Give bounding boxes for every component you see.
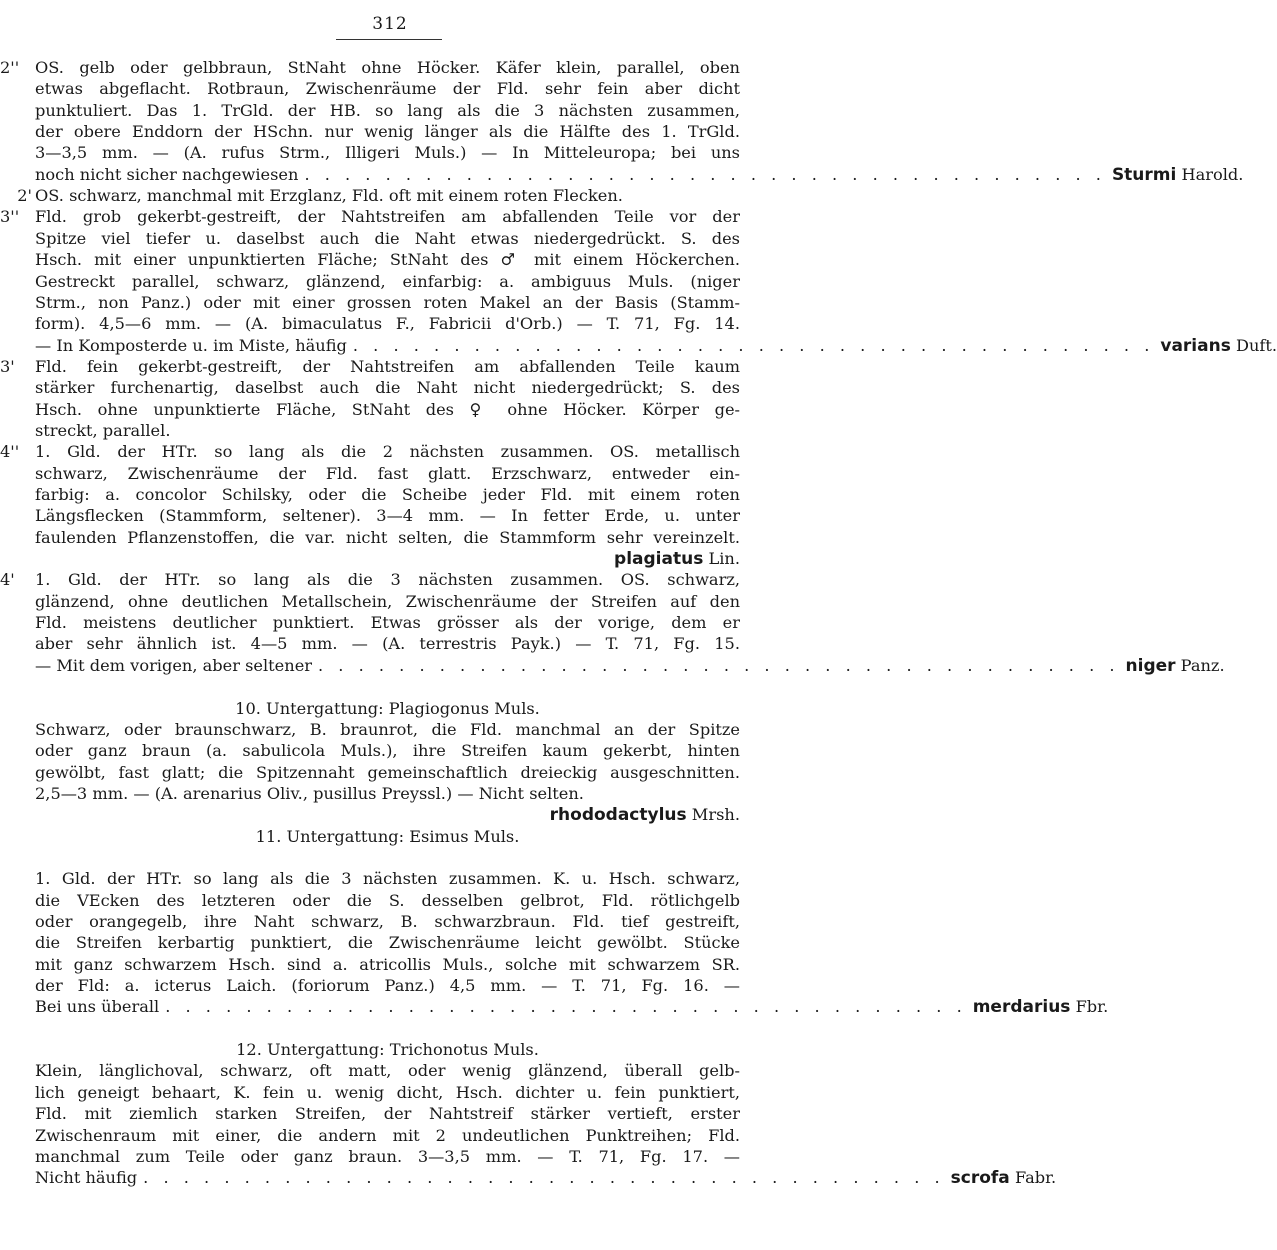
heading-line <box>35 826 740 847</box>
text-line <box>35 420 740 441</box>
line-text: OS. gelb oder gelbbraun, StNaht ohne Höcker. Käfer klein, parallel, oben <box>35 58 740 77</box>
line-text: faulenden Pflanzenstoffen, die var. nicht selten, die Stammform sehr vereinzelt. <box>35 527 740 547</box>
text-line <box>35 954 740 975</box>
heading-line <box>35 1039 740 1060</box>
line-text: Hsch. mit einer unpunktierten Fläche; StNaht des ♂ mit einem Höckerchen. <box>35 250 740 270</box>
text-line <box>35 868 740 889</box>
leader-dots: . . . . . . . . . . . . . . . . . . . . . . . . . . . . . . . . . . . . . . . . <box>143 1168 945 1188</box>
text-line <box>35 591 740 612</box>
text-line <box>0 569 740 590</box>
species-line <box>35 804 740 826</box>
species-line <box>35 1167 1057 1189</box>
couplet-number: 4'' <box>0 442 20 462</box>
species-line <box>35 655 1225 677</box>
line-text: farbig: a. concolor Schilsky, oder die Scheibe jeder Fld. mit einem roten <box>35 485 740 504</box>
text-line <box>35 228 740 249</box>
species-name: varians <box>1160 335 1231 356</box>
page-number: 312 <box>372 14 408 34</box>
species-name: Sturmi <box>1111 164 1177 185</box>
text-line <box>35 271 740 292</box>
line-text: Fld. meistens deutlicher punktiert. Etwas grösser als der vorige, dem er <box>35 613 740 633</box>
line-text: lich geneigt behaart, K. fein u. wenig dicht, Hsch. dichter u. fein punktiert, <box>35 1082 740 1102</box>
line-text: punktuliert. Das 1. TrGld. der HB. so lang als die 3 nächsten zusammen, <box>35 100 740 120</box>
species-line <box>35 335 1277 357</box>
line-text: streckt, parallel. <box>35 420 171 440</box>
line-text: gewölbt, fast glatt; die Spitzennaht gemeinschaftlich dreieckig ausgeschnitten. <box>35 762 740 782</box>
line-text: 1. Gld. der HTr. so lang als die 2 nächsten zusammen. OS. metallisch <box>35 442 740 462</box>
line-text: Hsch. ohne unpunktierte Fläche, StNaht des ♀ ohne Höcker. Körper ge- <box>35 399 740 419</box>
line-text: Klein, länglichoval, schwarz, oft matt, oder wenig glänzend, überall gelb- <box>35 1061 740 1081</box>
species-name: niger <box>1125 655 1176 676</box>
text-line <box>35 377 740 398</box>
species-name: scrofa <box>950 1168 1010 1189</box>
text-line <box>35 1060 740 1081</box>
line-text: Spitze viel tiefer u. daselbst auch die Naht etwas niedergedrückt. S. des <box>35 228 740 248</box>
line-text: — Mit dem vorigen, aber seltener <box>35 655 313 675</box>
leader-dots: . . . . . . . . . . . . . . . . . . . . . . . . . . . . . . . . . . . . . . . . <box>304 164 1106 184</box>
line-text: Bei uns überall <box>35 997 160 1017</box>
text-line <box>0 57 740 78</box>
line-text: Längsflecken (Stammform, seltener). 3—4 mm. — In fetter Erde, u. unter <box>35 506 740 526</box>
line-text: form). 4,5—6 mm. — (A. bimaculatus F., Fabricii d'Orb.) — T. 71, Fg. 14. <box>35 314 740 334</box>
text-line <box>35 1082 740 1103</box>
text-line <box>35 783 740 804</box>
line-text: Zwischenraum mit einer, die andern mit 2 undeutlichen Punktreihen; Fld. <box>35 1125 740 1145</box>
species-name: rhododactylus <box>549 805 687 826</box>
text-line <box>35 527 740 548</box>
subgenus-heading: 12. Untergattung: Trichonotus Muls. <box>236 1040 539 1060</box>
text-line <box>35 633 740 654</box>
couplet-number: 3' <box>0 356 15 376</box>
species-name: merdarius <box>972 997 1071 1018</box>
species-author: Harold. <box>1176 164 1244 184</box>
line-text: der Fld: a. icterus Laich. (foriorum Panz.) 4,5 mm. — T. 71, Fg. 16. — <box>35 976 740 996</box>
text-line <box>35 484 740 505</box>
text-line <box>35 313 740 334</box>
line-text: OS. schwarz, manchmal mit Erzglanz, Fld. oft mit einem roten Flecken. <box>35 186 623 206</box>
line-text: 3—3,5 mm. — (A. rufus Strm., Illigeri Muls.) — In Mitteleuropa; bei uns <box>35 143 740 163</box>
subgenus-heading: 10. Untergattung: Plagiogonus Muls. <box>235 698 540 718</box>
text-line <box>35 740 740 761</box>
line-text: Fld. grob gekerbt-gestreift, der Nahtstreifen am abfallenden Teile vor der <box>35 207 740 227</box>
text-line <box>0 441 740 462</box>
species-author: Panz. <box>1175 655 1225 675</box>
text-line <box>35 463 740 484</box>
text-line <box>35 1125 740 1146</box>
line-text: die VEcken des letzteren oder die S. desselben gelbrot, Fld. rötlichgelb <box>35 890 740 910</box>
line-text: oder orangegelb, ihre Naht schwarz, B. schwarzbraun. Fld. tief gestreift, <box>35 912 740 931</box>
text-line <box>35 975 740 996</box>
heading-line <box>35 698 740 719</box>
line-text: der obere Enddorn der HSchn. nur wenig länger als die Hälfte des 1. TrGld. <box>35 122 740 142</box>
leader-dots: . . . . . . . . . . . . . . . . . . . . . . . . . . . . . . . . . . . . . . . . <box>318 655 1120 675</box>
species-author: Fabr. <box>1009 1168 1057 1188</box>
line-text: Fld. mit ziemlich starken Streifen, der Nahtstreif stärker vertieft, erster <box>35 1104 740 1124</box>
line-text: 2,5—3 mm. — (A. arenarius Oliv., pusillus Preyssl.) — Nicht selten. <box>35 783 584 803</box>
line-text: — In Komposterde u. im Miste, häufig <box>35 335 347 355</box>
text-line <box>35 719 740 740</box>
couplet-number: 3'' <box>0 207 20 227</box>
text-line <box>35 100 740 121</box>
text-line <box>35 505 740 526</box>
species-author: Fbr. <box>1070 997 1109 1017</box>
line-text: die Streifen kerbartig punktiert, die Zwischenräume leicht gewölbt. Stücke <box>35 933 740 953</box>
line-text: mit ganz schwarzem Hsch. sind a. atricollis Muls., solche mit schwarzem SR. <box>35 954 740 974</box>
species-name: plagiatus <box>614 549 704 570</box>
line-text: schwarz, Zwischenräume der Fld. fast glatt. Erzschwarz, entweder ein- <box>35 463 740 483</box>
species-author: Lin. <box>703 549 740 569</box>
text-line <box>35 932 740 953</box>
couplet-number: 2' <box>17 186 32 206</box>
line-text: etwas abgeflacht. Rotbraun, Zwischenräume der Fld. sehr fein aber dicht <box>35 79 740 99</box>
species-line <box>35 548 740 570</box>
text-line <box>35 612 740 633</box>
line-text: Nicht häufig <box>35 1168 138 1188</box>
species-line <box>35 164 1244 186</box>
species-line <box>35 996 1109 1018</box>
text-line <box>35 1146 740 1167</box>
text-line <box>35 249 740 270</box>
line-text: 1. Gld. der HTr. so lang als die 3 nächsten zusammen. K. u. Hsch. schwarz, <box>35 869 740 889</box>
couplet-number: 4' <box>0 570 15 590</box>
text-line <box>35 78 740 99</box>
species-author: Mrsh. <box>686 805 740 825</box>
line-text: Strm., non Panz.) oder mit einer grossen roten Makel an der Basis (Stamm- <box>35 292 740 312</box>
line-text: glänzend, ohne deutlichen Metallschein, Zwischenräume der Streifen auf den <box>35 591 740 611</box>
line-text: 1. Gld. der HTr. so lang als die 3 nächsten zusammen. OS. schwarz, <box>35 570 740 590</box>
text-line <box>17 185 740 206</box>
line-text: Gestreckt parallel, schwarz, glänzend, einfarbig: a. ambiguus Muls. (niger <box>35 271 740 291</box>
line-text: aber sehr ähnlich ist. 4—5 mm. — (A. terrestris Payk.) — T. 71, Fg. 15. <box>35 634 740 654</box>
leader-dots: . . . . . . . . . . . . . . . . . . . . . . . . . . . . . . . . . . . . . . . . <box>352 335 1155 355</box>
text-line <box>0 356 740 377</box>
species-author: Duft. <box>1230 335 1277 355</box>
couplet-number: 2'' <box>0 58 20 77</box>
text-line <box>35 292 740 313</box>
text-line <box>35 762 740 783</box>
text-line <box>35 121 740 142</box>
text-line <box>0 206 740 227</box>
text-line <box>35 142 740 163</box>
line-text: Schwarz, oder braunschwarz, B. braunrot, die Fld. manchmal an der Spitze <box>35 719 740 739</box>
text-line <box>35 1103 740 1124</box>
line-text: Fld. fein gekerbt-gestreift, der Nahtstreifen am abfallenden Teile kaum <box>35 356 740 376</box>
leader-dots: . . . . . . . . . . . . . . . . . . . . . . . . . . . . . . . . . . . . . . . . <box>165 997 967 1017</box>
line-text: manchmal zum Teile oder ganz braun. 3—3,5 mm. — T. 71, Fg. 17. — <box>35 1146 740 1166</box>
line-text: noch nicht sicher nachgewiesen <box>35 164 299 184</box>
subgenus-heading: 11. Untergattung: Esimus Muls. <box>255 826 520 846</box>
line-text: stärker furchenartig, daselbst auch die Naht nicht niedergedrückt; S. des <box>35 378 740 398</box>
header-rule <box>336 39 442 40</box>
text-line <box>35 911 740 932</box>
text-line <box>35 890 740 911</box>
text-line <box>35 399 740 420</box>
line-text: oder ganz braun (a. sabulicola Muls.), ihre Streifen kaum gekerbt, hinten <box>35 741 740 761</box>
